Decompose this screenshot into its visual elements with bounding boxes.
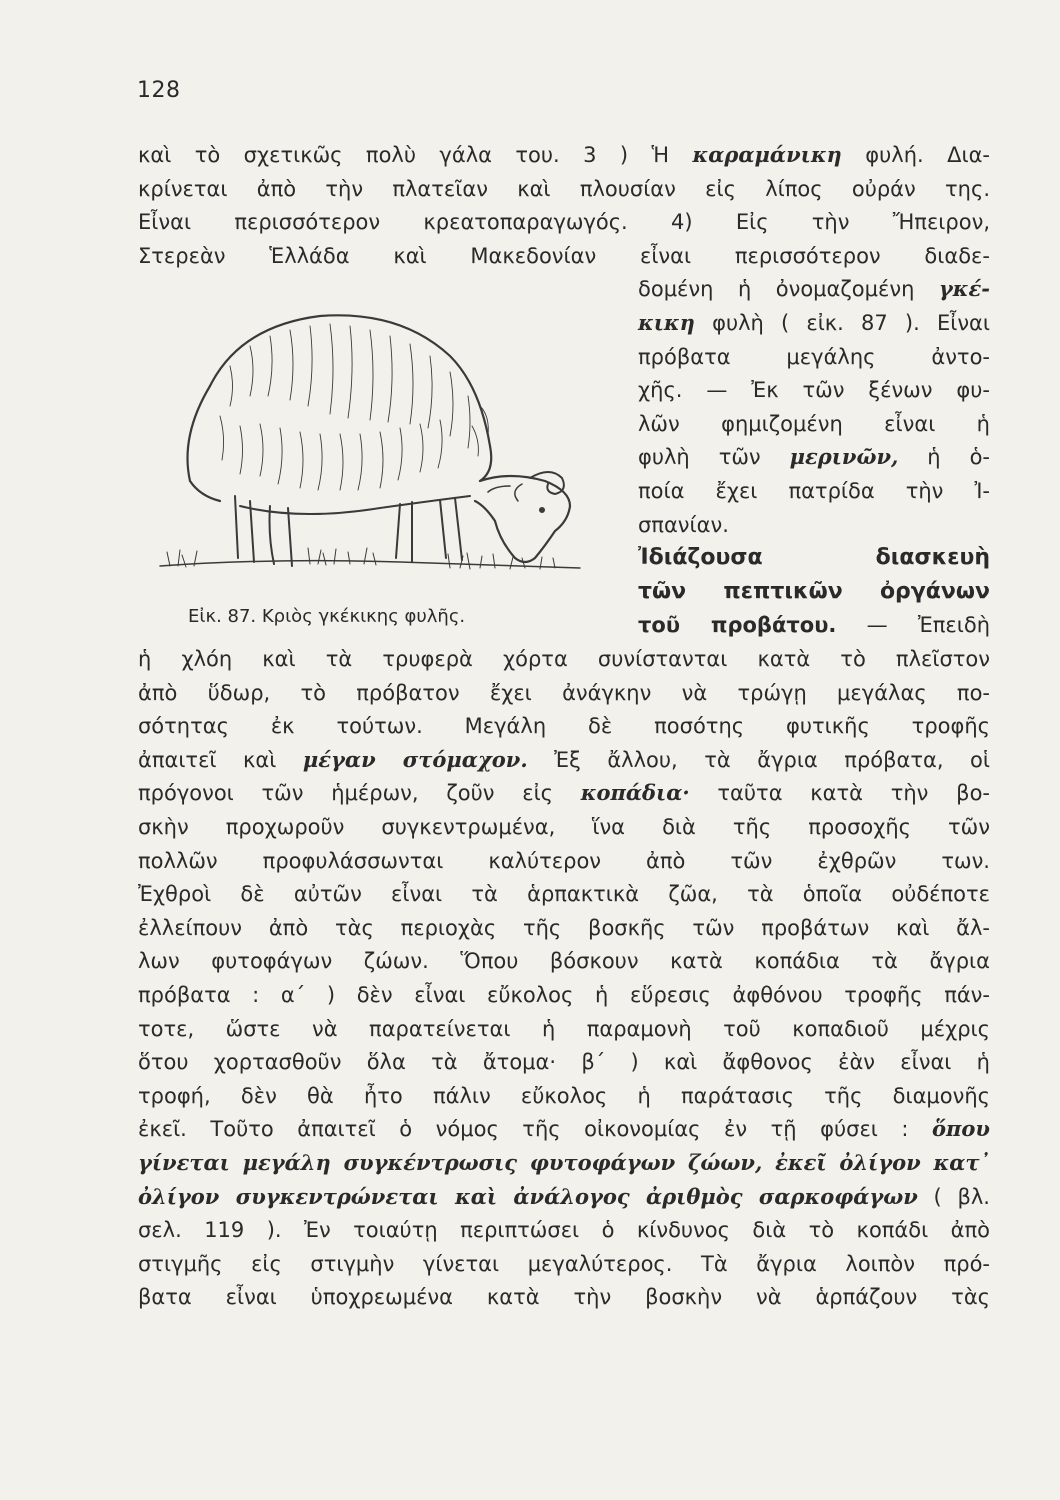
text-run: ἐκεῖ. Τοῦτο ἀπαιτεῖ ὁ νόμος τῆς οἰκονομίας ἐν τῇ φύσει :: [138, 1117, 933, 1142]
text-line: [138, 1148, 990, 1178]
text-line: [638, 510, 990, 540]
text-line: [138, 1114, 990, 1144]
text-line: [138, 241, 990, 271]
emphasized-term: γίνεται μεγάλη συγκέντρωσις φυτοφάγων ζώων, ἐκεῖ ὀλίγον κατ᾽: [138, 1150, 990, 1175]
text-run: ἡ χλόη καὶ τὰ τρυφερὰ χόρτα συνίστανται κατὰ τὸ πλεῖστον: [138, 647, 990, 671]
sheep-illustration: [150, 296, 590, 596]
emphasized-term: ὅπου: [932, 1116, 990, 1142]
text-run: κρίνεται ἀπὸ τὴν πλατεῖαν καὶ πλουσίαν εἰς λίπος οὐράν της.: [138, 176, 990, 201]
text-line: [638, 409, 990, 439]
text-line: [638, 274, 990, 304]
text-run: Ἰδιάζουσα διασκευὴ: [638, 545, 990, 571]
text-run: σελ. 119 ). Ἐν τοιαύτῃ περιπτώσει ὁ κίνδυνος διὰ τὸ κοπάδι ἀπὸ: [138, 1218, 990, 1243]
emphasized-term: κικη: [638, 310, 695, 335]
text-run: τοῦ προβάτου.: [638, 613, 837, 638]
emphasized-term: μέγαν στόμαχον.: [302, 746, 528, 772]
text-run: ποία ἔχει πατρίδα τὴν Ἰ-: [638, 479, 990, 503]
text-line: [138, 946, 990, 976]
text-run: ἐλλείπουν ἀπὸ τὰς περιοχὰς τῆς βοσκῆς τῶν προβάτων καὶ ἄλ-: [138, 915, 990, 940]
page-number: 128: [137, 78, 181, 103]
text-run: πολλῶν προφυλάσσωνται καλύτερον ἀπὸ τῶν ἐχθρῶν των.: [138, 848, 990, 873]
text-line: [138, 1282, 990, 1312]
text-run: χῆς. — Ἐκ τῶν ξένων φυ-: [638, 378, 990, 403]
text-line: [638, 543, 990, 573]
text-line: [138, 1182, 990, 1212]
text-run: ( βλ.: [917, 1184, 990, 1209]
figure-caption: Εἰκ. 87. Κριὸς γκέκικης φυλῆς.: [188, 606, 466, 627]
text-line: [138, 879, 990, 909]
text-line: [138, 644, 990, 674]
text-line: [138, 207, 990, 237]
text-line: [638, 308, 990, 338]
text-run: ὅτου χορτασθοῦν ὅλα τὰ ἄτομα· β΄ ) καὶ ἄφθονος ἐὰν εἶναι ἡ: [138, 1050, 990, 1075]
text-run: πρόβατα : α΄ ) δὲν εἶναι εὔκολος ἡ εὕρεσις ἀφθόνου τροφῆς πάν-: [138, 983, 990, 1007]
text-run: τῶν πεπτικῶν ὀργάνων: [638, 578, 990, 604]
text-line: [638, 610, 990, 640]
text-line: [138, 711, 990, 741]
text-line: [638, 476, 990, 506]
text-run: τροφή, δὲν θὰ ἦτο πάλιν εὔκολος ἡ παράτασις τῆς διαμονῆς: [138, 1083, 990, 1108]
emphasized-term: καραμάνικη: [692, 142, 842, 167]
text-line: [638, 442, 990, 472]
text-run: — Ἐπειδὴ: [836, 613, 991, 638]
text-line: [138, 1047, 990, 1077]
text-run: φυλὴ τῶν: [638, 445, 790, 470]
text-run: λων φυτοφάγων ζώων. Ὅπου βόσκουν κατὰ κοπάδια τὰ ἄγρια: [138, 949, 990, 974]
text-run: στιγμῆς εἰς στιγμὴν γίνεται μεγαλύτερος. Τὰ ἄγρια λοιπὸν πρό-: [138, 1251, 990, 1276]
text-run: βατα εἶναι ὑποχρεωμένα κατὰ τὴν βοσκὴν νὰ ἁρπάζουν τὰς: [138, 1285, 990, 1310]
text-line: [138, 778, 990, 808]
text-run: φυλὴ ( εἰκ. 87 ). Εἶναι: [694, 311, 990, 335]
text-line: [138, 1249, 990, 1279]
text-run: σότητας ἐκ τούτων. Μεγάλη δὲ ποσότης φυτικῆς τροφῆς: [138, 714, 990, 739]
text-run: πρόβατα μεγάλης ἀντο-: [638, 344, 990, 369]
text-line: [138, 812, 990, 842]
text-run: ἀπὸ ὕδωρ, τὸ πρόβατον ἔχει ἀνάγκην νὰ τρώγῃ μεγάλας πο-: [138, 680, 990, 705]
text-run: δομένη ἡ ὀνομαζομένη: [638, 277, 939, 302]
text-line: [138, 913, 990, 943]
text-line: [638, 577, 990, 607]
text-run: Ἐχθροὶ δὲ αὐτῶν εἶναι τὰ ἁρπακτικὰ ζῶα, τὰ ὁποῖα οὐδέποτε: [138, 882, 990, 907]
text-line: [138, 846, 990, 876]
text-line: [138, 745, 990, 775]
text-run: καὶ τὸ σχετικῶς πολὺ γάλα του. 3 ) Ἡ: [138, 143, 693, 167]
emphasized-term: κοπάδια·: [580, 780, 690, 806]
text-run: φυλή. Δια-: [841, 143, 990, 167]
text-line: [138, 1014, 990, 1044]
text-line: [638, 342, 990, 372]
text-run: ἡ ὁ-: [898, 445, 990, 470]
text-run: πρόγονοι τῶν ἡμέρων, ζοῦν εἰς: [138, 781, 581, 806]
text-run: σκὴν προχωροῦν συγκεντρωμένα, ἵνα διὰ τῆς προσοχῆς τῶν: [138, 815, 990, 839]
text-run: Ἐξ ἄλλου, τὰ ἄγρια πρόβατα, οἱ: [527, 747, 990, 772]
text-run: τοτε, ὥστε νὰ παρατείνεται ἡ παραμονὴ τοῦ κοπαδιοῦ μέχρις: [138, 1016, 990, 1041]
emphasized-term: ὀλίγον συγκεντρώνεται καὶ ἀνάλογος ἀριθμὸς σαρκοφάγων: [138, 1183, 918, 1209]
text-run: σπανίαν.: [638, 512, 729, 537]
text-line: [138, 678, 990, 708]
text-run: Στερεὰν Ἑλλάδα καὶ Μακεδονίαν εἶναι περισσότερον διαδε-: [138, 243, 990, 268]
text-run: Εἶναι περισσότερον κρεατοπαραγωγός. 4) Εἰς τὴν Ἤπειρον,: [138, 210, 990, 235]
text-line: [138, 1215, 990, 1245]
text-line: [138, 140, 990, 170]
emphasized-term: μερινῶν,: [789, 444, 899, 470]
text-run: λῶν φημιζομένη εἶναι ἡ: [638, 411, 990, 436]
text-run: ἀπαιτεῖ καὶ: [138, 747, 303, 772]
text-line: [138, 1081, 990, 1111]
text-run: ταῦτα κατὰ τὴν βο-: [689, 781, 990, 806]
emphasized-term: γκέ-: [938, 276, 990, 302]
text-line: [138, 174, 990, 204]
text-line: [138, 980, 990, 1010]
text-line: [638, 375, 990, 405]
